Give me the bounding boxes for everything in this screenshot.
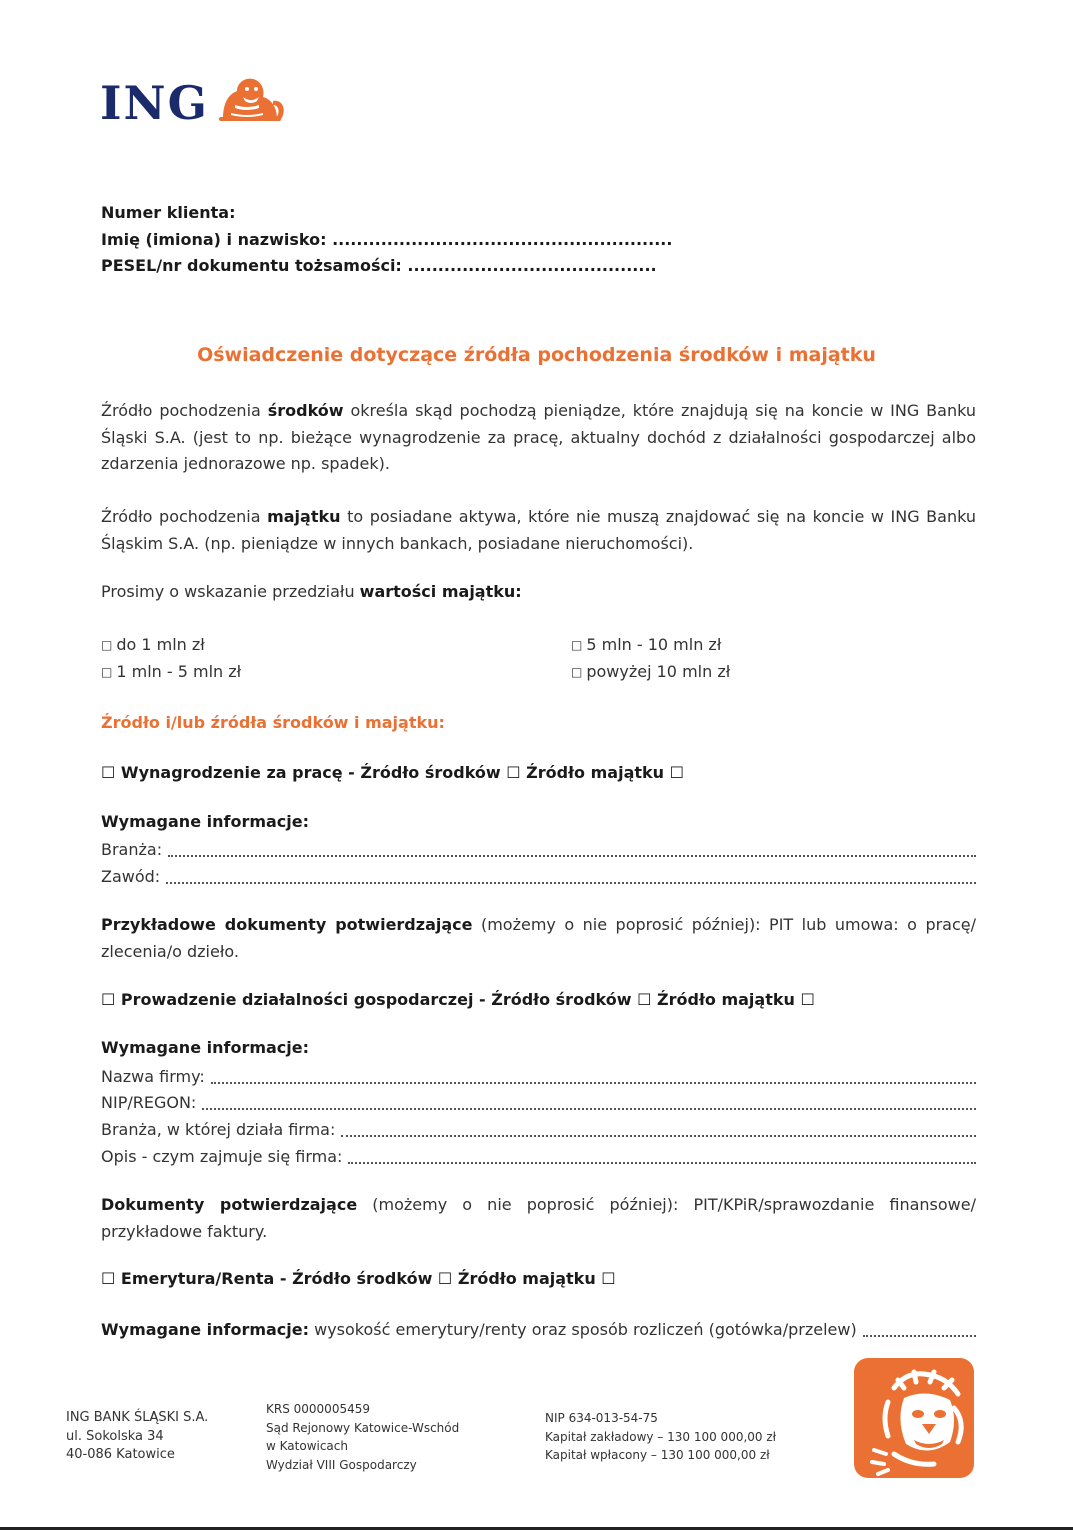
footer-line: Sąd Rejonowy Katowice-Wschód (266, 1420, 460, 1435)
field-company-description[interactable] (101, 1144, 976, 1171)
section-business-title: Prowadzenie działalności gospodarczej - (120, 990, 486, 1009)
value-options-right (571, 632, 730, 685)
footer-line: w Katowicach (266, 1439, 348, 1453)
checkbox-icon[interactable]: □ (101, 638, 113, 652)
lion-head-icon (854, 1358, 974, 1478)
value-option-label: 1 mln - 5 mln zł (116, 661, 242, 681)
section-business-docs (101, 1192, 976, 1245)
checkbox-icon[interactable]: ☐ (800, 990, 815, 1009)
para3-bold: wartości majątku: (359, 582, 522, 601)
value-options-left (101, 632, 241, 685)
client-number-label: Numer klienta: (101, 203, 236, 222)
client-pesel-label: PESEL/nr dokumentu tożsamości: ......................................... (101, 256, 657, 275)
para1-text-1: Źródło pochodzenia (101, 401, 268, 420)
checkbox-icon[interactable]: ☐ (101, 990, 116, 1009)
fill-line[interactable] (348, 1144, 976, 1164)
fill-line[interactable] (202, 1090, 976, 1110)
section-salary-heading (101, 763, 684, 782)
para1-bold: środków (267, 401, 344, 420)
value-option-label: do 1 mln zł (116, 635, 205, 654)
source-assets-label: Źródło majątku (657, 990, 795, 1009)
field-label: NIP/REGON: (101, 1093, 197, 1112)
field-industry[interactable] (101, 837, 976, 864)
footer-line: Kapitał wpłacony – 130 100 000,00 zł (545, 1448, 770, 1462)
footer-line: ul. Sokolska 34 (66, 1428, 164, 1444)
checkbox-icon[interactable]: □ (101, 664, 113, 679)
checkbox-icon[interactable]: ☐ (637, 990, 652, 1009)
checkbox-icon[interactable]: ☐ (669, 763, 684, 782)
section-pension-heading (101, 1269, 616, 1288)
section-salary-required: Wymagane informacje: (101, 812, 310, 831)
field-label: Branża: (101, 840, 163, 859)
fill-line[interactable] (168, 837, 976, 857)
fill-line[interactable] (863, 1317, 976, 1337)
docs-text: (możemy o nie poprosić później): PIT/KPiR/sprawozdanie finansowe/ przykładowe faktury. (101, 1195, 976, 1241)
section-salary-title: Wynagrodzenie za pracę - (120, 763, 355, 782)
value-option[interactable] (571, 632, 730, 659)
field-nip-regon[interactable] (101, 1090, 976, 1117)
para2-bold: majątku (267, 507, 341, 526)
source-funds-label: Źródło środków (360, 763, 501, 782)
footer-line: 40-086 Katowice (66, 1447, 175, 1462)
footer-line: Kapitał zakładowy – 130 100 000,00 zł (545, 1429, 777, 1444)
value-option-label: 5 mln - 10 mln zł (586, 635, 722, 654)
docs-text: (możemy o nie poprosić później): PIT lub umowa: o pracę/ zlecenia/o dzieło. (101, 915, 977, 961)
field-label: Branża, w której działa firma: (101, 1120, 336, 1139)
footer-capital (545, 1409, 776, 1465)
checkbox-icon[interactable]: ☐ (437, 1269, 453, 1288)
section-pension-title: Emerytura/Renta - (120, 1269, 287, 1288)
lion-icon (213, 75, 287, 125)
footer-address (66, 1409, 208, 1465)
section-business-heading (101, 990, 815, 1009)
field-label: Zawód: (101, 867, 161, 886)
docs-bold: Dokumenty potwierdzające (101, 1195, 358, 1214)
value-option[interactable] (101, 632, 241, 659)
section-business-required: Wymagane informacje: (101, 1038, 310, 1057)
para2-text-1: Źródło pochodzenia (101, 507, 268, 526)
checkbox-icon[interactable]: □ (571, 664, 583, 679)
checkbox-icon[interactable]: ☐ (101, 763, 116, 782)
document-title: Oświadczenie dotyczące źródła pochodzenia środków i majątku (197, 344, 876, 366)
paragraph-funds (101, 398, 976, 478)
footer-line: KRS 0000005459 (266, 1402, 370, 1416)
para3-text: Prosimy o wskazanie przedziału (101, 582, 360, 601)
checkbox-icon[interactable]: ☐ (601, 1269, 616, 1288)
value-option-label: powyżej 10 mln zł (586, 661, 731, 681)
paragraph-assets (101, 504, 976, 557)
fill-line[interactable] (166, 864, 976, 884)
pension-required-text: wysokość emerytury/renty oraz sposób rozliczeń (gotówka/przelew) (309, 1320, 857, 1339)
source-funds-label: Źródło środków (292, 1269, 433, 1288)
field-label: Opis - czym zajmuje się firma: (101, 1147, 343, 1166)
logo-text: ING (100, 76, 209, 130)
client-info (101, 200, 672, 280)
field-label: Nazwa firmy: (101, 1067, 205, 1086)
sources-heading: Źródło i/lub źródła środków i majątku: (101, 713, 445, 732)
section-salary-docs (101, 912, 976, 965)
ing-logo (100, 78, 287, 128)
paragraph-value-request (101, 579, 976, 606)
source-assets-label: Źródło majątku (457, 1269, 596, 1288)
checkbox-icon[interactable]: ☐ (506, 763, 521, 782)
checkbox-icon[interactable]: □ (571, 638, 583, 652)
field-company-name[interactable] (101, 1064, 976, 1091)
checkbox-icon[interactable]: ☐ (101, 1269, 116, 1288)
fill-line[interactable] (341, 1117, 976, 1137)
field-company-industry[interactable] (101, 1117, 976, 1144)
value-option[interactable] (101, 659, 241, 686)
footer-registry (266, 1400, 459, 1474)
footer-line: NIP 634-013-54-75 (545, 1411, 658, 1425)
para1-text-2: określa skąd pochodzą pieniądze, które znajdują się na koncie w ING Banku Śląski S.A. (jest to np. bieżące wynagrodzenie za pracę, aktualny dochód z działalności gospodarczej albo zdarzenia jednorazowe np. spadek). (101, 401, 976, 473)
source-funds-label: Źródło środków (491, 990, 632, 1009)
docs-bold: Przykładowe dokumenty potwierdzające (101, 915, 473, 934)
lion-head-graphic (854, 1358, 974, 1478)
field-profession[interactable] (101, 864, 976, 891)
para2-text-2: to posiadane aktywa, które nie muszą znajdować się na koncie w ING Banku Śląskim S.A. (np. pieniądze w innych bankach, posiadane nieruchomości). (101, 507, 976, 553)
fill-line[interactable] (211, 1064, 976, 1084)
client-name-label: Imię (imiona) i nazwisko: ........................................................ (101, 229, 673, 249)
footer-line: Wydział VIII Gospodarczy (266, 1457, 417, 1472)
value-option[interactable] (571, 659, 730, 686)
source-assets-label: Źródło majątku (526, 763, 665, 782)
pension-required-bold: Wymagane informacje: (101, 1320, 310, 1339)
field-pension-info[interactable] (101, 1317, 976, 1344)
footer-line: ING BANK ŚLĄSKI S.A. (66, 1410, 209, 1425)
